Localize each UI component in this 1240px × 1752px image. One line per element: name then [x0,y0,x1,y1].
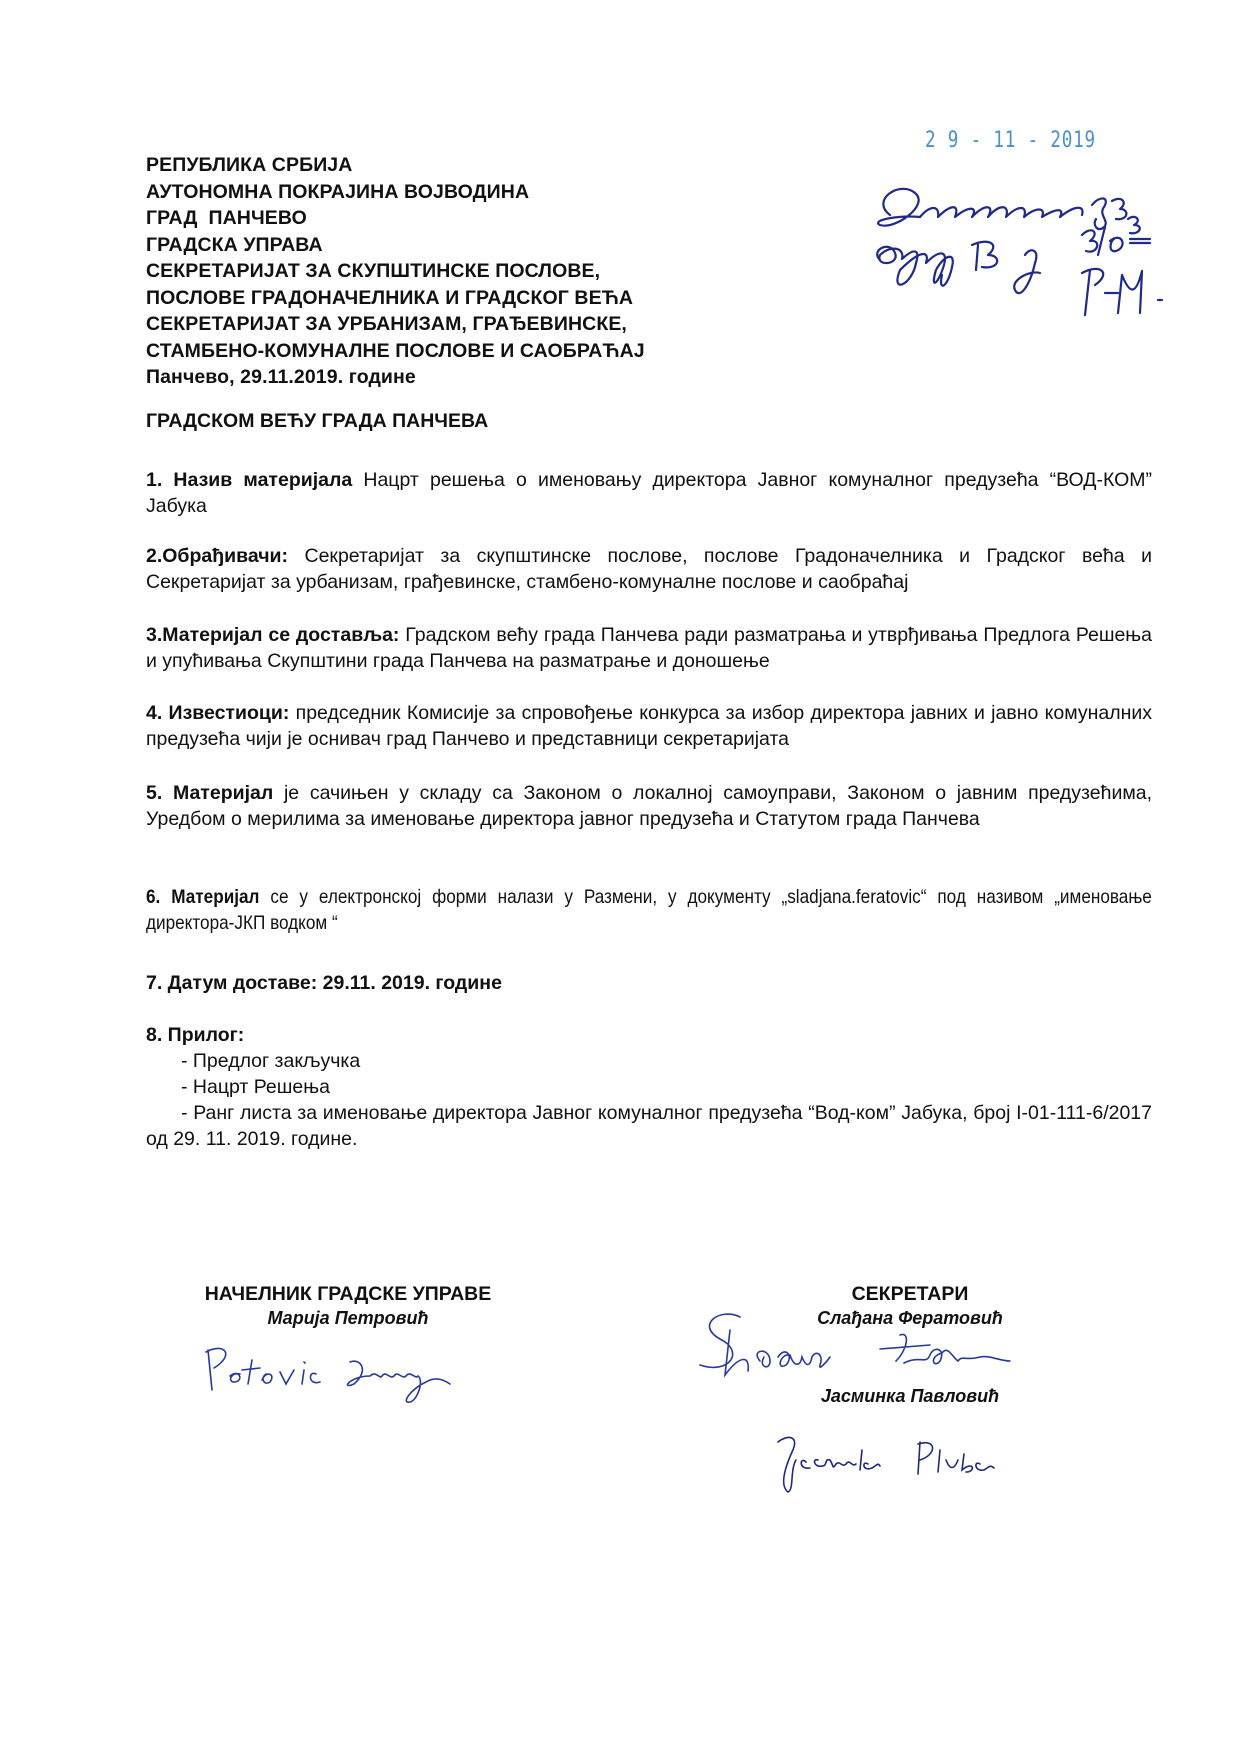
section-legal-basis [146,780,1152,832]
section-delivered-to [146,622,1152,674]
header-line: РЕПУБЛИКА СРБИЈА [146,154,353,176]
header-line: ГРАДСКА УПРАВА [146,233,323,256]
section-attachments [146,1022,1152,1152]
section-electronic-form [146,884,1152,936]
header-line: СЕКРЕТАРИЈАТ ЗА СКУПШТИНСКЕ ПОСЛОВЕ, [146,260,601,282]
section-prepared-by [146,543,1152,595]
section-label: 6. Материјал [146,886,260,908]
section-text: је сачињен у складу са Законом о локалној самоуправи, Законом о јавним предузећима, Уредбом о мерилима за именовање директора јавног предузећа и Статутом града Панчева [146,782,1153,830]
header-line: СЕКРЕТАРИЈАТ ЗА УРБАНИЗАМ, ГРАЂЕВИНСКЕ, [146,313,627,335]
signatory-name: Слађана Фератовић [817,1308,1003,1328]
issuer-header [146,152,766,391]
header-line: ПОСЛОВЕ ГРАДОНАЧЕЛНИКА И ГРАДСКОГ ВЕЋА [146,286,634,309]
handwriting-stroke [1112,199,1126,219]
signature-stroke [880,1334,1010,1363]
place-and-date: Панчево, 29.11.2019. године [146,366,416,388]
signatory-title: НАЧЕЛНИК ГРАДСКЕ УПРАВЕ [204,1283,492,1305]
section-text: председник Комисије за спровођење конкурса за избор директора јавних и јавно комуналних предузећа чији је оснивач град Панчево и представници секретаријата [146,702,1152,750]
section-label: 2.Обрађивачи: [146,545,289,567]
signatory-name: Јасминка Павловић [820,1386,1000,1406]
section-label: 8. Прилог: [146,1024,245,1046]
signature-stroke [778,1437,880,1492]
header-line: ГРАД ПАНЧЕВО [146,207,307,229]
section-label: 3.Материјал се доставља: [146,624,400,646]
signature-stroke [700,1314,830,1375]
signature-stroke [347,1361,450,1402]
section-label: 4. Известиоци: [146,702,290,724]
section-text: Нацрт решења о именовању директора Јавног комуналног предузећа “ВОД-КОМ” Јабука [146,469,1153,517]
section-text: се у електронској форми налази у Размени, у документу „sladjana.feratovic“ под називом „именовање директора-ЈКП водком “ [146,886,1152,934]
section-text: Градском већу града Панчева ради разматрања и утврђивања Предлога Решења и упућивања Скупштини града Панчева на разматрање и доношење [146,624,1152,672]
handwritten-delivery-note [860,175,1190,330]
handwritten-signature [770,1430,1050,1500]
header-line: СТАМБЕНО-КОМУНАЛНЕ ПОСЛОВЕ И САОБРАЋАЈ [146,339,645,362]
attachment-item: - Предлог закључка [181,1050,361,1072]
handwriting-stroke [1092,198,1106,229]
signature-stroke [918,1442,994,1474]
signatory-name: Марија Петровић [267,1308,429,1328]
handwriting-stroke [877,247,953,286]
handwriting-stroke [1128,217,1150,243]
handwritten-signature [200,1340,500,1430]
attachment-item: - Ранг листа за именовање директора Јавног комуналног предузећа “Вод-ком” Јабука, број І-01-111-6/2017 од 29. 11. 2019. године. [146,1102,1152,1150]
attachment-item: - Нацрт Решења [181,1076,330,1098]
section-delivery-date: 7. Датум доставе: 29.11. 2019. године [146,972,502,994]
signature-stroke [206,1348,320,1390]
section-rapporteurs [146,700,1152,752]
header-line: АУТОНОМНА ПОКРАЈИНА ВОЈВОДИНА [146,180,530,203]
handwriting-stroke [972,242,997,270]
signature-block-head [178,1282,518,1330]
section-material-title [146,467,1152,519]
handwritten-signature [690,1305,1130,1395]
handwriting-stroke [1014,250,1040,293]
handwriting-stroke [878,189,1083,226]
handwriting-stroke [1082,269,1162,315]
section-label: 1. Назив материјала [146,469,353,491]
received-stamp-date: 2 9 - 11 - 2019 [925,128,1096,153]
section-label: 5. Материјал [146,782,274,804]
handwriting-stroke [1082,227,1123,255]
section-text: Секретаријат за скупштинске послове, послове Градоначелника и Градског већа и Секретаријат за урбанизам, грађевинске, стамбено-комуналне послове и саобраћај [146,545,1152,593]
signatory-title: СЕКРЕТАРИ [851,1283,969,1305]
addressee: ГРАДСКОМ ВЕЋУ ГРАДА ПАНЧЕВА [146,410,489,432]
